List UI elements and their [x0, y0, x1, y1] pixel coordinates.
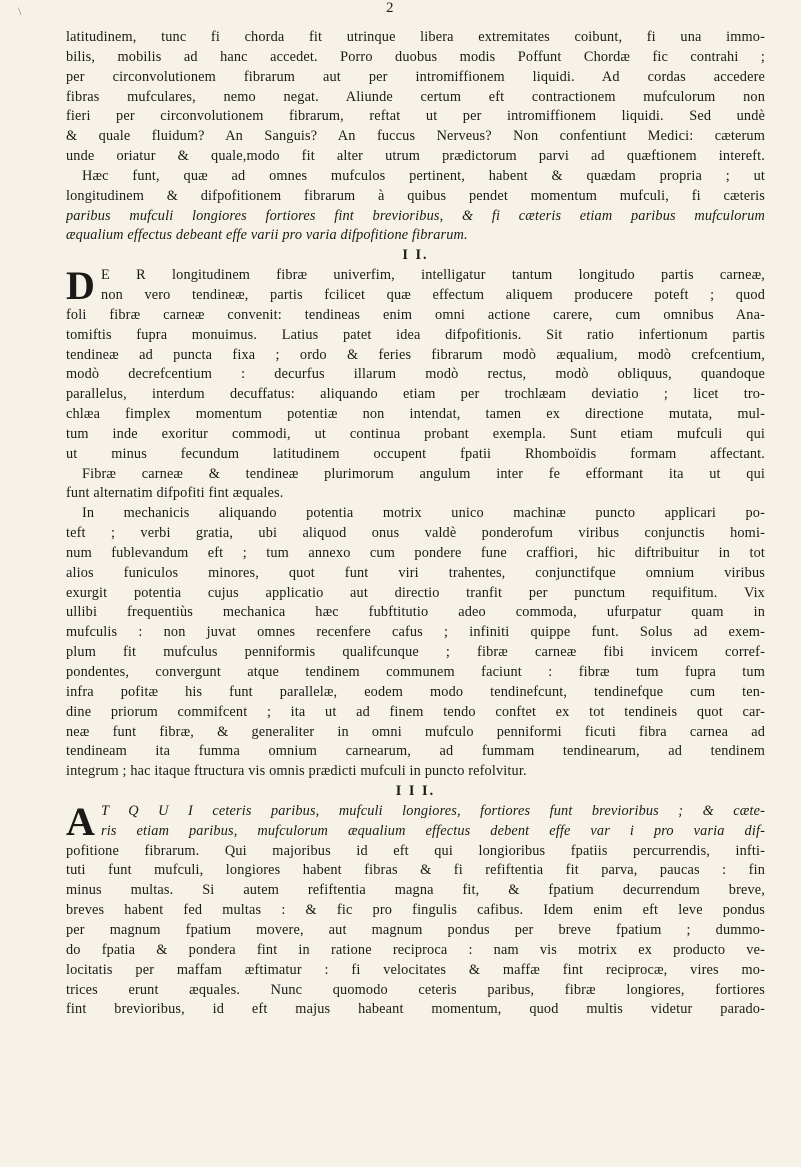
- drop-cap: A: [66, 801, 96, 842]
- text-line: longitudinem & difpofitionem fibrarum à quibus pendet momentum mufculi, fi cæteris: [66, 187, 765, 204]
- text-line: per magnum fpatium movere, aut magnum pondus per breve fpatium ; dummo-: [66, 921, 765, 938]
- text-line: fieri per circonvolutionem fibrarum, reftat ut per intromiffionem liquidi. Sed undè: [66, 108, 765, 125]
- text-line: latitudinem, tunc fi chorda fit utrinque libera extremitates coibunt, fi una immo-: [66, 29, 765, 45]
- text-line: tuti funt mufculi, longiores habent fibras & fi refiftentia fit parva, paucas : fin: [66, 862, 765, 879]
- text-line: dine priorum commifcent ; ita ut ad finem tendo conftet ex tot tendineis quot car-: [66, 703, 765, 720]
- text-line: per circonvolutionem fibrarum aut per intromiffionem liquidi. Ad cordas accedere: [66, 68, 765, 85]
- text-line: tomiftis fupra monuimus. Latius patet idea difpofitionis. Sit ratio infertionum partis: [66, 326, 765, 343]
- text-line: locitatis per maffam æftimatur : fi velocitates & maffæ fint reciprocæ, vires mo-: [66, 961, 765, 978]
- drop-cap: D: [66, 266, 96, 306]
- text-line: T Q U I ceteris paribus, mufculi longiores, fortiores funt brevioribus ; & cæte-: [101, 802, 765, 819]
- text-line: pondentes, convergunt atque tendinem communem faciunt : fibræ tum fupra tum: [66, 664, 765, 680]
- text-line: ullibi frequentiùs mechanica hæc fubftitutio adeo commoda, ufurpatur quam in: [66, 604, 765, 621]
- text-line: teft ; verbi gratia, ubi aliquod onus valdè ponderofum viribus conjunctis homi-: [66, 525, 765, 542]
- text-line: tum inde exoritur commodi, ut continua probant exempla. Sunt etiam mufculi qui: [66, 425, 765, 442]
- text-line: E R longitudinem fibræ univerfim, intelligatur tantum longitudo partis carneæ,: [101, 267, 765, 284]
- text-line: paribus mufculi longiores fortiores fint brevioribus, & fi cæteris etiam paribus mufculorum: [66, 207, 765, 224]
- section-heading: I I I.: [395, 783, 436, 800]
- text-line: breves habent fed multas : & fic pro fingulis cafibus. Idem enim eft leve pondus: [66, 902, 765, 919]
- text-line: plum fit mufculus penniformis qualifcunque ; fibræ carneæ fibi invicem corref-: [66, 644, 765, 661]
- text-line: bilis, mobilis ad hanc accedet. Porro duobus modis Poffunt Chordæ fic contrahi ;: [66, 48, 765, 65]
- text-line: foli fibræ carneæ convenit: tendineas enim omni actione carere, cum omnibus Ana-: [66, 306, 765, 323]
- text-line: parallelus, interdum decuffatus: aliquando etiam per trochlæam deviatio ; licet tro-: [66, 386, 765, 403]
- text-line: pofitione fibrarum. Qui majoribus id eft qui longioribus fpatiis percurrendis, infti-: [66, 842, 765, 859]
- text-line: mufculis : non juvat omnes recenfere cafus ; infiniti quippe funt. Solus ad exem-: [66, 624, 765, 641]
- body-text: [66, 28, 765, 1020]
- text-line: exurgit potentia cujus applicatio aut directio tranfit per punctum requifitum. Vix: [66, 584, 765, 601]
- text-line: chlæa fimplex momentum potentiæ non intendat, tamen ex directione mutata, mul-: [66, 406, 765, 423]
- text-line: tendineam ita fumma omnium carnearum, ad fummam tendinearum, ad tendinem: [66, 743, 765, 760]
- text-line: alios funiculos minores, quot funt viri trahentes, conjunctifque omnium viribus: [66, 564, 765, 581]
- text-line: modò decrefcentium : decurfus illarum modò rectus, modò obliquus, quandoque: [66, 366, 765, 383]
- text-line: neæ funt fibræ, & generaliter in omni mufculo penniformi ficuti fibra carnea ad: [66, 723, 765, 740]
- text-line: fint brevioribus, id eft majus habeant momentum, quod multis videtur parado-: [66, 1001, 765, 1018]
- text-line: unde oriatur & quale,modo fit alter utrum prædictorum parvi ad quæftionem intereft.: [66, 148, 765, 165]
- text-line: infra pofitæ his funt parallelæ, eodem modo tendinefcunt, tendinefque cum ten-: [66, 683, 765, 700]
- text-line: fibras mufculares, nemo negat. Aliunde certum eft contractionem mufculorum non: [66, 88, 765, 105]
- corner-mark: \: [18, 4, 22, 18]
- text-line: Hæc funt, quæ ad omnes mufculos pertinent, habent & quædam propria ; ut: [82, 167, 765, 184]
- text-line: & quale fluidum? An Sanguis? An fuccus Nerveus? Non confentiunt Medici: cæterum: [66, 128, 765, 145]
- text-line: trices erunt æquales. Nunc quomodo ceteris paribus, fibræ longiores, fortiores: [66, 981, 765, 998]
- text-line: non vero tendineæ, partis fcilicet quæ effectum aliquem producere poteft ; quod: [101, 286, 765, 303]
- text-line: integrum ; hac itaque ftructura vis omnis prædicti mufculi in puncto refolvitur.: [66, 763, 527, 780]
- page-number: 2: [386, 0, 394, 16]
- text-line: num fublevandum eft ; tum annexo cum pondere fune craffiori, hic diftribuitur in tot: [66, 544, 765, 561]
- text-line: Fibræ carneæ & tendineæ plurimorum angulum inter fe efformant ita ut qui: [82, 465, 765, 482]
- text-line: ut minus fecundum latitudinem occupent fpatii Rhomboïdis formam affectant.: [66, 445, 765, 462]
- text-line: funt alternatim difpofiti fint æquales.: [66, 485, 284, 502]
- section-heading: I I.: [402, 247, 429, 264]
- section-opening: [66, 802, 765, 842]
- text-line: æqualium effectus debeant effe varii pro varia difpofitione fibrarum.: [66, 227, 468, 244]
- text-line: do fpatia & pondera fint in ratione reciproca : nam vis motrix ex producto ve-: [66, 941, 765, 958]
- text-line: tendineæ ad puncta fixa ; ordo & feries fibrarum modò æqualium, modò crefcentium,: [66, 346, 765, 363]
- text-line: ris etiam paribus, mufculorum æqualium effectus debent effe var i pro varia dif-: [101, 822, 765, 839]
- text-line: In mechanicis aliquando potentia motrix unico machinæ puncto applicari po-: [82, 505, 765, 522]
- section-opening: [66, 266, 765, 306]
- text-line: minus multas. Si autem refiftentia magna fit, & fpatium decurrendum breve,: [66, 882, 765, 899]
